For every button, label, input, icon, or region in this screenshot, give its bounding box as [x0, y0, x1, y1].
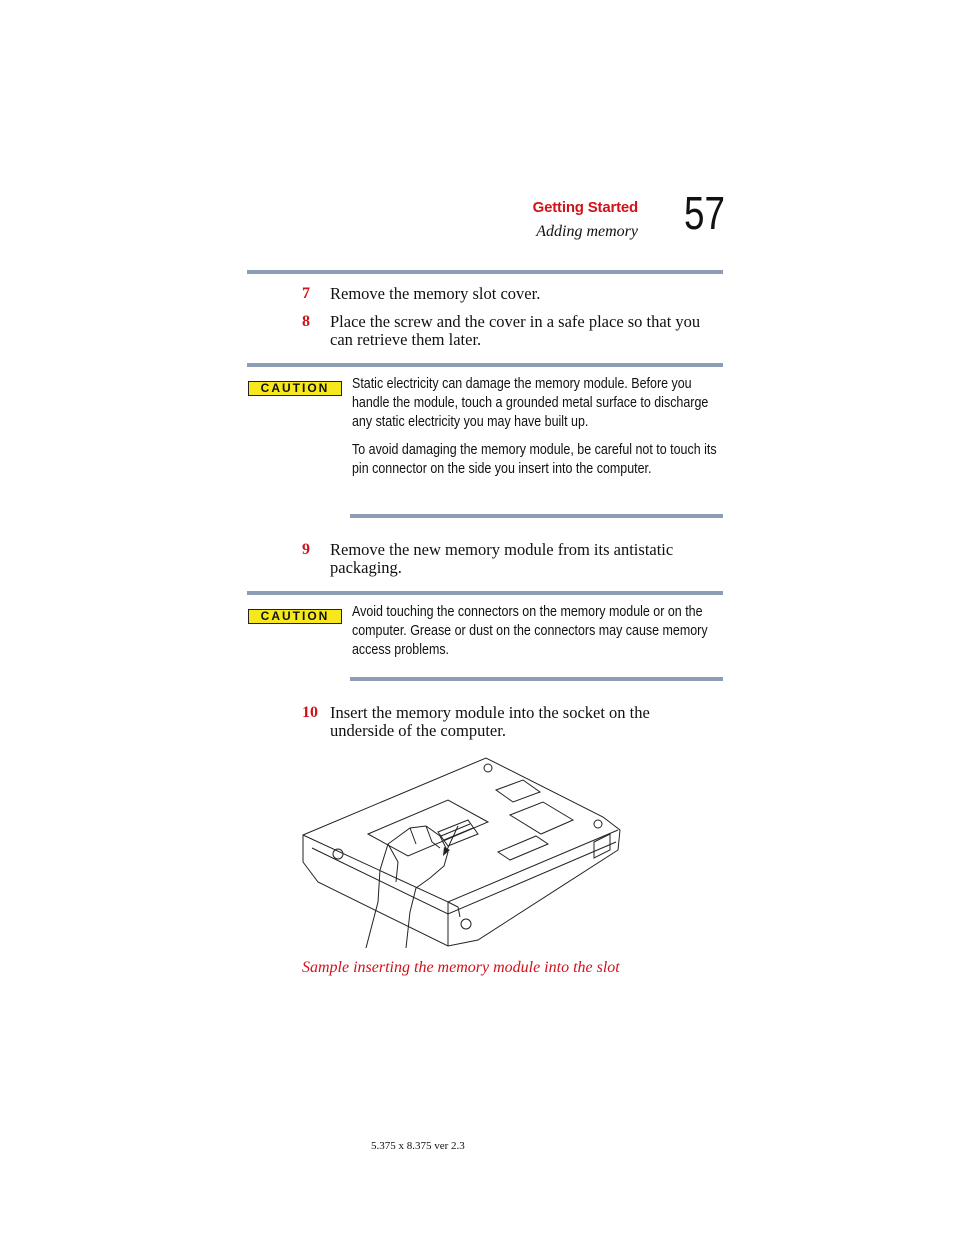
caution-bottom-rule — [350, 677, 723, 681]
caution-bottom-rule — [350, 514, 723, 518]
caution-top-rule — [247, 363, 723, 367]
caution-badge: CAUTION — [248, 381, 342, 396]
caution-top-rule — [247, 591, 723, 595]
footer-version: 5.375 x 8.375 ver 2.3 — [371, 1140, 465, 1152]
subsection-title: Adding memory — [536, 223, 638, 240]
step-text: Remove the memory slot cover. — [330, 284, 541, 303]
caution-badge: CAUTION — [248, 609, 342, 624]
step-text: Insert the memory module into the socket on the underside of the computer. — [330, 703, 650, 740]
step-text: Remove the new memory module from its antistatic packaging. — [330, 540, 674, 577]
laptop-memory-illustration — [298, 752, 624, 948]
section-title: Getting Started — [532, 199, 638, 216]
page-number: 57 — [684, 187, 725, 239]
step-number: 7 — [302, 285, 310, 302]
step-text: Place the screw and the cover in a safe place so that you can retrieve them later. — [330, 312, 701, 349]
step-number: 9 — [302, 541, 310, 558]
figure-caption: Sample inserting the memory module into the slot — [302, 959, 620, 976]
caution-paragraph: Avoid touching the connectors on the memory module or on the computer. Grease or dust on the connectors may cause memory access problems. — [352, 604, 708, 658]
step-number: 10 — [302, 704, 318, 721]
caution-paragraph: Static electricity can damage the memory module. Before you handle the module, touch a grounded metal surface to discharge any static electricity you may have built up. — [352, 376, 709, 430]
step-number: 8 — [302, 313, 310, 330]
caution-paragraph: To avoid damaging the memory module, be careful not to touch its pin connector on the side you insert into the computer. — [352, 442, 717, 477]
header-rule — [247, 270, 723, 274]
